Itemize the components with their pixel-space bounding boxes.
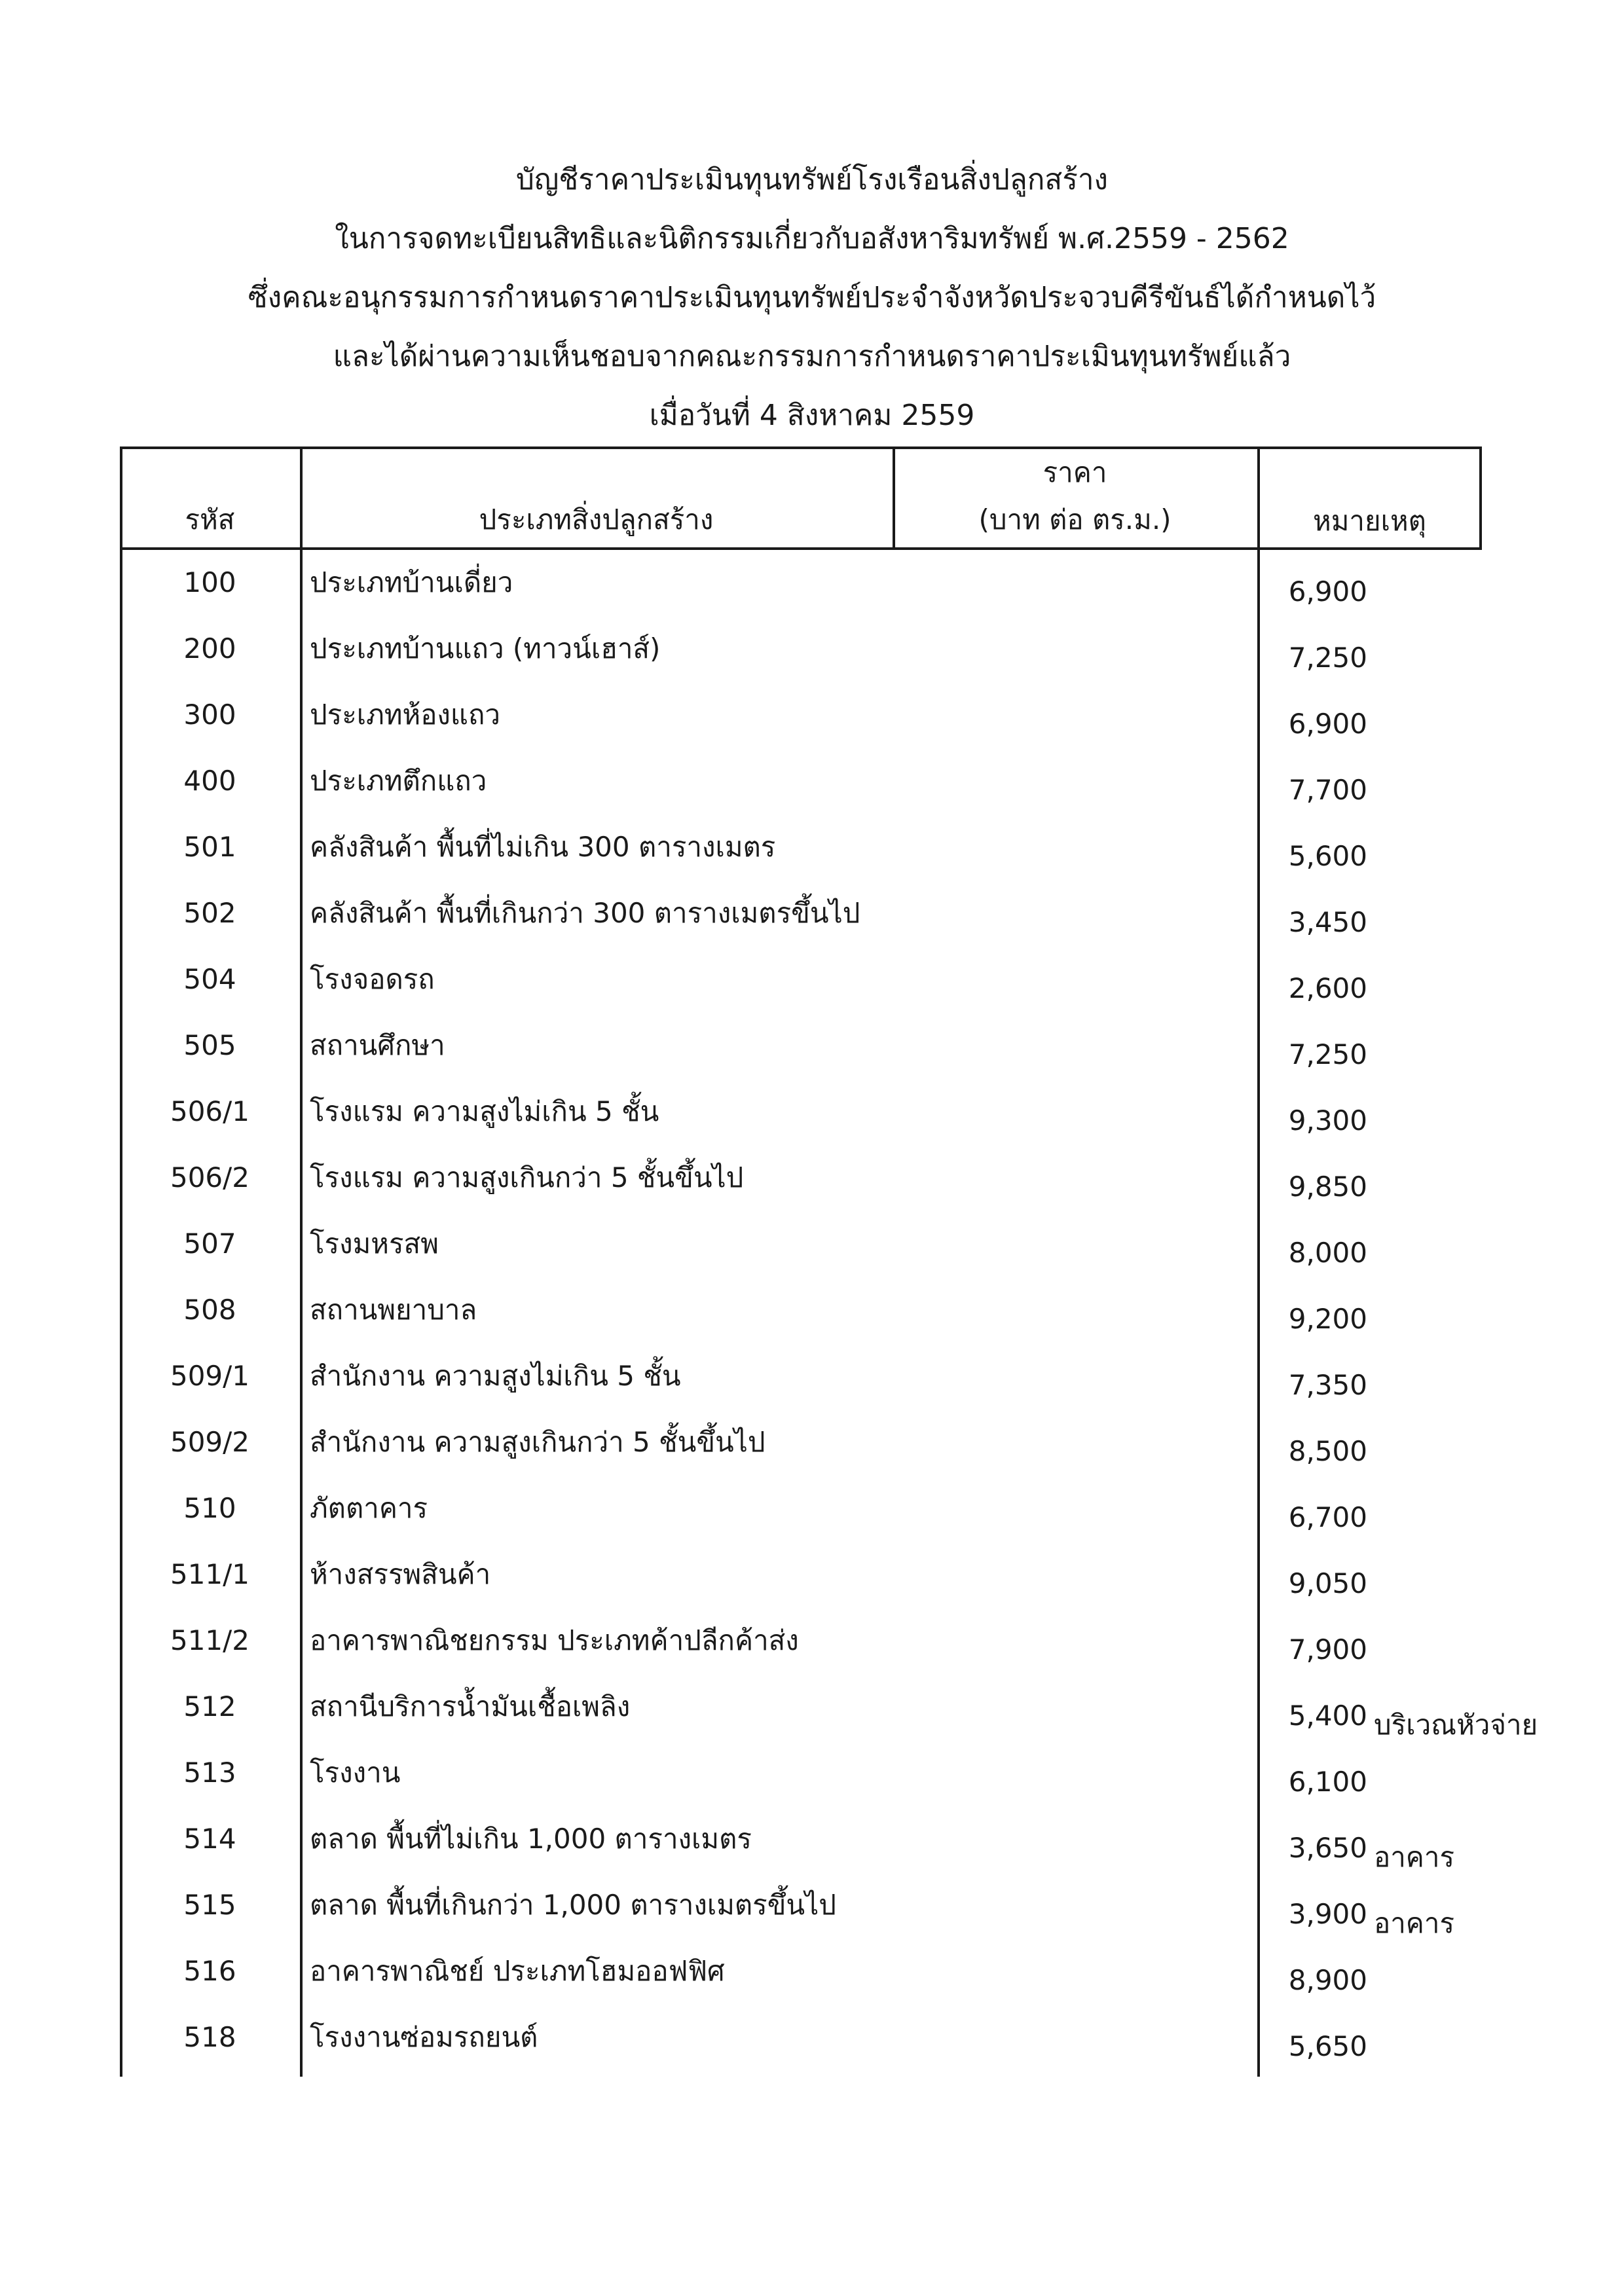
table-row bbox=[120, 2005, 1482, 2071]
price-table bbox=[120, 446, 1538, 2077]
row-code: 509/1 bbox=[170, 1360, 250, 1392]
table-row bbox=[120, 1277, 1482, 1343]
table-top-border bbox=[120, 446, 1482, 449]
row-code: 512 bbox=[183, 1690, 236, 1722]
row-type: สำนักงาน ความสูงเกินกว่า 5 ชั้นขึ้นไป bbox=[310, 1426, 766, 1458]
header-code: รหัส bbox=[185, 503, 235, 536]
title-line-4: และได้ผ่านความเห็นชอบจากคณะกรรมการกำหนดราคาประเมินทุนทรัพย์แล้ว bbox=[333, 340, 1291, 373]
table-row bbox=[120, 1939, 1482, 2005]
table-body bbox=[120, 550, 1538, 2071]
row-price: 9,300 bbox=[1288, 1104, 1367, 1137]
row-type: สถานพยาบาล bbox=[310, 1294, 477, 1326]
row-note: อาคาร bbox=[1374, 1841, 1455, 1873]
row-type: คลังสินค้า พื้นที่ไม่เกิน 300 ตารางเมตร bbox=[310, 831, 776, 863]
header-note: หมายเหตุ bbox=[1313, 505, 1426, 537]
row-code: 507 bbox=[183, 1228, 236, 1260]
title-line-1: บัญชีราคาประเมินทุนทรัพย์โรงเรือนสิ่งปลูกสร้าง bbox=[515, 163, 1109, 196]
table-row bbox=[120, 1542, 1482, 1608]
row-code: 200 bbox=[183, 632, 236, 665]
table-row bbox=[120, 1608, 1482, 1674]
row-price: 5,650 bbox=[1288, 2030, 1367, 2062]
title-line-5: เมื่อวันที่ 4 สิงหาคม 2559 bbox=[649, 399, 975, 432]
row-type: ประเภทห้องแถว bbox=[310, 699, 501, 731]
table-row bbox=[120, 881, 1482, 947]
table-row bbox=[120, 550, 1482, 616]
document-header bbox=[0, 151, 1624, 445]
row-price: 9,200 bbox=[1288, 1303, 1367, 1335]
table-row bbox=[120, 1806, 1482, 1872]
header-price-line-2: (บาท ต่อ ตร.ม.) bbox=[978, 503, 1172, 536]
table-row bbox=[120, 1740, 1482, 1806]
row-type: โรงงานซ่อมรถยนต์ bbox=[310, 2021, 538, 2053]
row-price: 8,500 bbox=[1288, 1435, 1367, 1467]
table-row bbox=[120, 1410, 1482, 1476]
row-type: สถานศึกษา bbox=[310, 1029, 445, 1061]
row-type: โรงแรม ความสูงไม่เกิน 5 ชั้น bbox=[310, 1095, 659, 1127]
table-row bbox=[120, 1476, 1482, 1542]
row-code: 510 bbox=[183, 1492, 236, 1524]
title-line-2: ในการจดทะเบียนสิทธิและนิติกรรมเกี่ยวกับอสังหาริมทรัพย์ พ.ศ.2559 - 2562 bbox=[335, 222, 1289, 255]
row-type: โรงมหรสพ bbox=[310, 1228, 439, 1260]
row-note: บริเวณหัวจ่าย bbox=[1374, 1709, 1538, 1741]
row-price: 6,900 bbox=[1288, 575, 1367, 608]
row-code: 516 bbox=[183, 1955, 236, 1987]
row-type: โรงจอดรถ bbox=[310, 963, 435, 995]
row-price: 9,050 bbox=[1288, 1567, 1367, 1599]
row-price: 5,400 bbox=[1288, 1700, 1367, 1732]
row-type: ตลาด พื้นที่เกินกว่า 1,000 ตารางเมตรขึ้นไป bbox=[310, 1889, 836, 1921]
row-code: 506/2 bbox=[170, 1161, 250, 1194]
row-code: 511/2 bbox=[170, 1624, 250, 1656]
row-type: ประเภทบ้านแถว (ทาวน์เฮาส์) bbox=[310, 632, 661, 665]
table-row bbox=[120, 1674, 1538, 1741]
table-row bbox=[120, 1872, 1482, 1939]
row-type: ภัตตาคาร bbox=[310, 1492, 428, 1524]
row-price: 3,900 bbox=[1288, 1898, 1367, 1930]
row-type: สถานีบริการน้ำมันเชื้อเพลิง bbox=[310, 1690, 631, 1722]
table-row bbox=[120, 1211, 1482, 1277]
table-row bbox=[120, 1013, 1482, 1079]
row-code: 513 bbox=[183, 1757, 236, 1789]
row-price: 6,900 bbox=[1288, 708, 1367, 740]
row-type: โรงแรม ความสูงเกินกว่า 5 ชั้นขึ้นไป bbox=[310, 1161, 744, 1194]
row-code: 515 bbox=[183, 1889, 236, 1921]
row-price: 3,450 bbox=[1288, 906, 1367, 938]
row-price: 8,000 bbox=[1288, 1237, 1367, 1269]
row-price: 2,600 bbox=[1288, 972, 1367, 1004]
row-code: 505 bbox=[183, 1029, 236, 1061]
row-price: 7,700 bbox=[1288, 774, 1367, 806]
row-code: 501 bbox=[183, 831, 236, 863]
row-type: ประเภทตึกแถว bbox=[310, 765, 487, 797]
row-type: ประเภทบ้านเดี่ยว bbox=[310, 566, 513, 598]
row-price: 7,250 bbox=[1288, 1038, 1367, 1070]
header-price-line-1: ราคา bbox=[1043, 456, 1107, 488]
row-code: 300 bbox=[183, 699, 236, 731]
row-price: 8,900 bbox=[1288, 1964, 1367, 1996]
row-code: 509/2 bbox=[170, 1426, 250, 1458]
row-price: 5,600 bbox=[1288, 840, 1367, 872]
row-note: อาคาร bbox=[1374, 1907, 1455, 1939]
row-code: 518 bbox=[183, 2021, 236, 2053]
table-row bbox=[120, 814, 1482, 881]
table-row bbox=[120, 748, 1482, 814]
row-type: ห้างสรรพสินค้า bbox=[310, 1558, 491, 1590]
table-row bbox=[120, 1145, 1482, 1211]
row-code: 502 bbox=[183, 897, 236, 929]
row-code: 511/1 bbox=[170, 1558, 250, 1590]
row-price: 6,100 bbox=[1288, 1766, 1367, 1798]
row-code: 506/1 bbox=[170, 1095, 250, 1127]
row-price: 9,850 bbox=[1288, 1171, 1367, 1203]
row-code: 400 bbox=[183, 765, 236, 797]
row-type: อาคารพาณิชยกรรม ประเภทค้าปลีกค้าส่ง bbox=[310, 1624, 799, 1656]
row-type: โรงงาน bbox=[310, 1757, 401, 1789]
table-row bbox=[120, 682, 1482, 748]
header-type: ประเภทสิ่งปลูกสร้าง bbox=[479, 503, 714, 536]
table-row bbox=[120, 616, 1482, 682]
row-code: 504 bbox=[183, 963, 236, 995]
row-price: 3,650 bbox=[1288, 1832, 1367, 1864]
row-price: 7,250 bbox=[1288, 642, 1367, 674]
row-code: 514 bbox=[183, 1823, 236, 1855]
row-price: 6,700 bbox=[1288, 1501, 1367, 1533]
table-row bbox=[120, 1343, 1482, 1410]
row-type: คลังสินค้า พื้นที่เกินกว่า 300 ตารางเมตรขึ้นไป bbox=[310, 897, 860, 929]
row-code: 508 bbox=[183, 1294, 236, 1326]
row-type: ตลาด พื้นที่ไม่เกิน 1,000 ตารางเมตร bbox=[310, 1823, 752, 1855]
row-type: สำนักงาน ความสูงไม่เกิน 5 ชั้น bbox=[310, 1360, 681, 1392]
row-type: อาคารพาณิชย์ ประเภทโฮมออฟฟิศ bbox=[310, 1955, 725, 1987]
row-price: 7,350 bbox=[1288, 1369, 1367, 1401]
table-row bbox=[120, 1079, 1482, 1145]
title-line-3: ซึ่งคณะอนุกรรมการกำหนดราคาประเมินทุนทรัพย์ประจำจังหวัดประจวบคีรีขันธ์ได้กำหนดไว้ bbox=[248, 281, 1376, 314]
row-price: 7,900 bbox=[1288, 1633, 1367, 1666]
row-code: 100 bbox=[183, 566, 236, 598]
table-row bbox=[120, 947, 1482, 1013]
